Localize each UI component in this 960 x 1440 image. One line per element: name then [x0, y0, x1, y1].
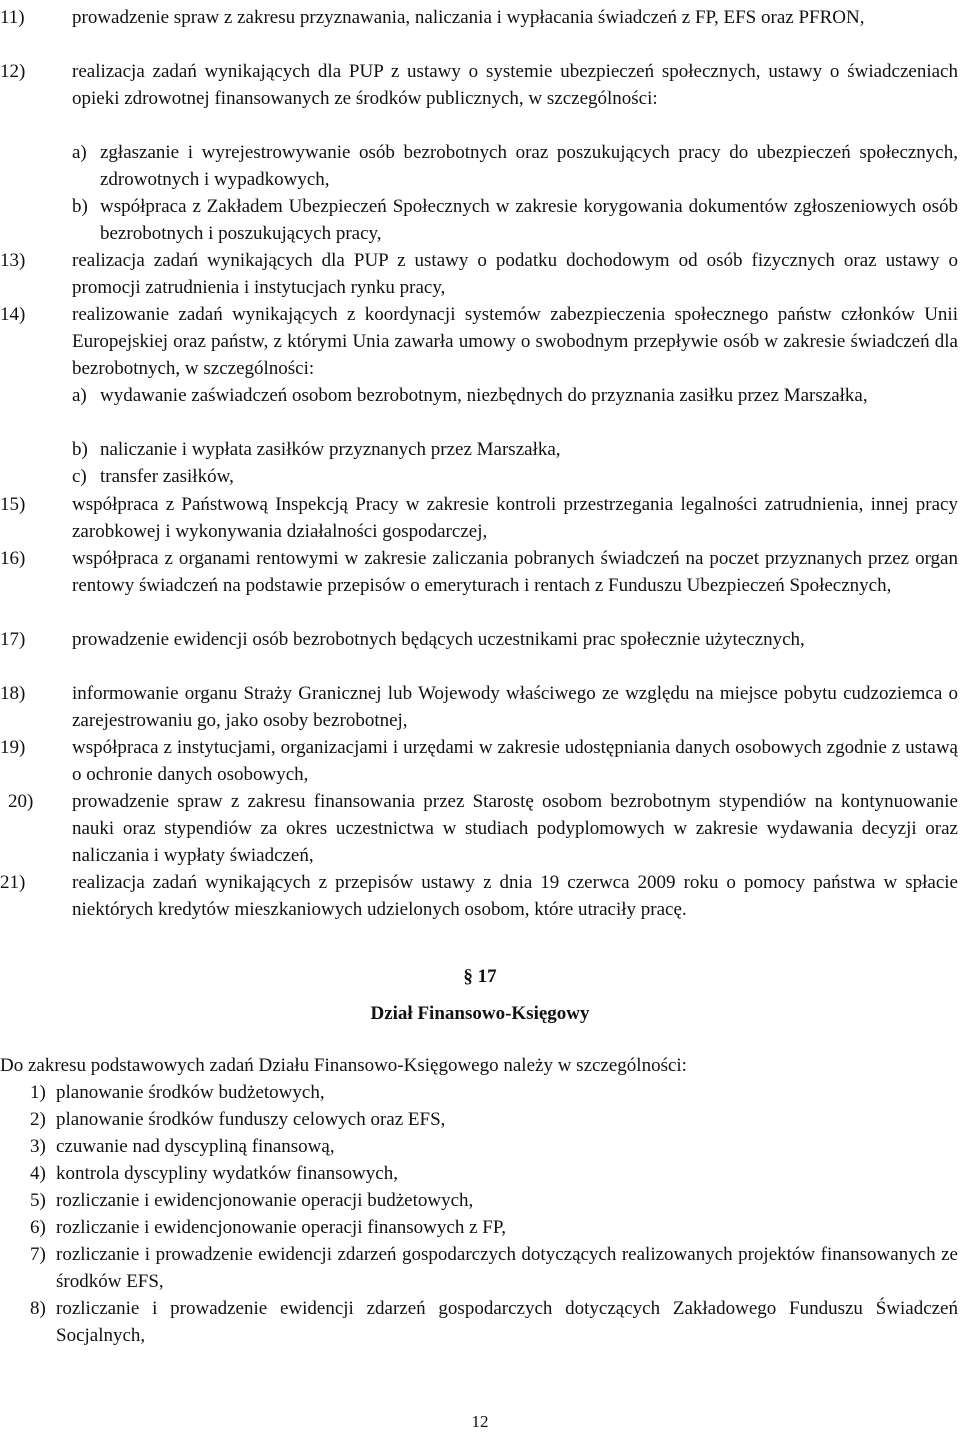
- list-text: kontrola dyscypliny wydatków finansowych,: [56, 1163, 398, 1184]
- list-number: 15): [0, 494, 26, 515]
- list-number: 1): [30, 1082, 46, 1103]
- list-number: 3): [30, 1136, 46, 1157]
- list-item-8: [0, 1295, 958, 1349]
- list-number: 7): [30, 1244, 46, 1265]
- list-text: realizowanie zadań wynikających z koordynacji systemów zabezpieczenia społecznego państw członków Unii Europejskiej oraz państw, z którymi Unia zawarła umowy o swobodnym przepływie osób w zakresie świadczeń dla bezrobotnych, w szczególności:: [72, 304, 958, 379]
- list-text: planowanie środków budżetowych,: [56, 1082, 325, 1103]
- list-number: 16): [0, 548, 26, 569]
- list-number: 21): [0, 872, 26, 893]
- list-item-16: [0, 545, 958, 626]
- list-text: czuwanie nad dyscypliną finansową,: [56, 1136, 335, 1157]
- list-item-20: [0, 788, 958, 869]
- list-number: 12): [0, 61, 26, 82]
- list-number: 4): [30, 1163, 46, 1184]
- list-letter: c): [72, 466, 87, 487]
- list-item-14b: [0, 436, 940, 463]
- list-number: 8): [30, 1298, 46, 1319]
- list-number: 6): [30, 1217, 46, 1238]
- page-number: 12: [471, 1412, 489, 1431]
- list-text: prowadzenie spraw z zakresu finansowania przez Starostę osobom bezrobotnym stypendiów na kontynuowanie nauki oraz stypendiów za okres uczestnictwa w studiach podyplomowych w zakresie wydawania decyzji oraz naliczania i wypłaty świadczeń,: [72, 791, 958, 866]
- list-number: 20): [8, 791, 34, 812]
- list-item-14: [0, 301, 958, 382]
- list-bottom: [0, 1079, 960, 1349]
- list-text: wydawanie zaświadczeń osobom bezrobotnym, niezbędnych do przyznania zasiłku przez Marszałka,: [100, 385, 868, 406]
- list-item-12a: [0, 139, 958, 193]
- list-item-7: [0, 1241, 958, 1295]
- list-number: 18): [0, 683, 26, 704]
- list-number: 2): [30, 1109, 46, 1130]
- list-item-5: [0, 1187, 958, 1214]
- section-number: § 17: [463, 966, 497, 987]
- list-text: współpraca z Zakładem Ubezpieczeń Społecznych w zakresie korygowania dokumentów zgłoszeniowych osób bezrobotnych i poszukujących pracy,: [100, 196, 958, 244]
- list-text: współpraca z instytucjami, organizacjami i urzędami w zakresie udostępniania danych osobowych zgodnie z ustawą o ochronie danych osobowych,: [72, 737, 958, 785]
- list-letter: a): [72, 385, 87, 406]
- list-text: rozliczanie i prowadzenie ewidencji zdarzeń gospodarczych dotyczących Zakładowego Funduszu Świadczeń Socjalnych,: [56, 1298, 958, 1346]
- list-text: planowanie środków funduszy celowych oraz EFS,: [56, 1109, 446, 1130]
- list-text: transfer zasiłków,: [100, 466, 234, 487]
- list-item-13: [0, 247, 958, 301]
- list-item-14a: [0, 382, 940, 436]
- list-text: naliczanie i wypłata zasiłków przyznanych przez Marszałka,: [100, 439, 561, 460]
- list-number: 5): [30, 1190, 46, 1211]
- list-text: współpraca z Państwową Inspekcją Pracy w zakresie kontroli przestrzegania legalności zatrudnienia, innej pracy zarobkowej i wykonywania działalności gospodarczej,: [72, 494, 958, 542]
- section-title: Dział Finansowo-Księgowy: [370, 1003, 590, 1024]
- list-item-18: [0, 680, 958, 734]
- list-item-11: [0, 4, 960, 58]
- list-item-12: [0, 58, 958, 139]
- list-letter: a): [72, 142, 87, 163]
- list-letter: b): [72, 439, 88, 460]
- list-text: współpraca z organami rentowymi w zakresie zaliczania pobranych świadczeń na poczet przyznanych przez organ rentowy świadczeń na podstawie przepisów o emeryturach i rentach z Funduszu Ubezpieczeń Społecznych,: [72, 548, 958, 596]
- list-text: informowanie organu Straży Granicznej lub Wojewody właściwego ze względu na miejsce pobytu cudzoziemca o zarejestrowaniu go, jako osoby bezrobotnej,: [72, 683, 958, 731]
- list-number: 13): [0, 250, 26, 271]
- list-text: realizacja zadań wynikających dla PUP z ustawy o systemie ubezpieczeń społecznych, ustawy o świadczeniach opieki zdrowotnej finansowanych ze środków publicznych, w szczególności:: [72, 61, 958, 109]
- list-text: rozliczanie i prowadzenie ewidencji zdarzeń gospodarczych dotyczących realizowanych projektów finansowanych ze środków EFS,: [56, 1244, 958, 1292]
- list-item-19: [0, 734, 958, 788]
- list-item-2: [0, 1106, 958, 1133]
- list-item-15: [0, 491, 958, 545]
- list-item-14c: [0, 463, 940, 491]
- list-item-17: [0, 626, 958, 680]
- list-text: rozliczanie i ewidencjonowanie operacji budżetowych,: [56, 1190, 474, 1211]
- list-text: rozliczanie i ewidencjonowanie operacji finansowych z FP,: [56, 1217, 507, 1238]
- list-text: prowadzenie ewidencji osób bezrobotnych będących uczestnikami prac społecznie użytecznych,: [72, 629, 805, 650]
- list-number: 17): [0, 629, 26, 650]
- list-item-4: [0, 1160, 958, 1187]
- list-item-1: [0, 1079, 958, 1106]
- list-text: realizacja zadań wynikających dla PUP z ustawy o podatku dochodowym od osób fizycznych oraz ustawy o promocji zatrudnienia i instytucjach rynku pracy,: [72, 250, 958, 298]
- list-text: zgłaszanie i wyrejestrowywanie osób bezrobotnych oraz poszukujących pracy do ubezpieczeń społecznych, zdrowotnych i wypadkowych,: [100, 142, 958, 190]
- list-letter: b): [72, 196, 88, 217]
- list-text: prowadzenie spraw z zakresu przyznawania, naliczania i wypłacania świadczeń z FP, EFS oraz PFRON,: [72, 7, 865, 28]
- list-item-6: [0, 1214, 958, 1241]
- list-number: 11): [0, 7, 25, 28]
- list-number: 19): [0, 737, 26, 758]
- list-top: [0, 4, 960, 950]
- list-item-21: [0, 869, 958, 950]
- list-item-3: [0, 1133, 958, 1160]
- list-number: 14): [0, 304, 26, 325]
- list-item-12b: [0, 193, 958, 247]
- section-intro: Do zakresu podstawowych zadań Działu Finansowo-Księgowego należy w szczególności:: [0, 1055, 687, 1076]
- list-text: realizacja zadań wynikających z przepisów ustawy z dnia 19 czerwca 2009 roku o pomocy państwa w spłacie niektórych kredytów mieszkaniowych udzielonych osobom, które utraciły pracę.: [72, 872, 958, 920]
